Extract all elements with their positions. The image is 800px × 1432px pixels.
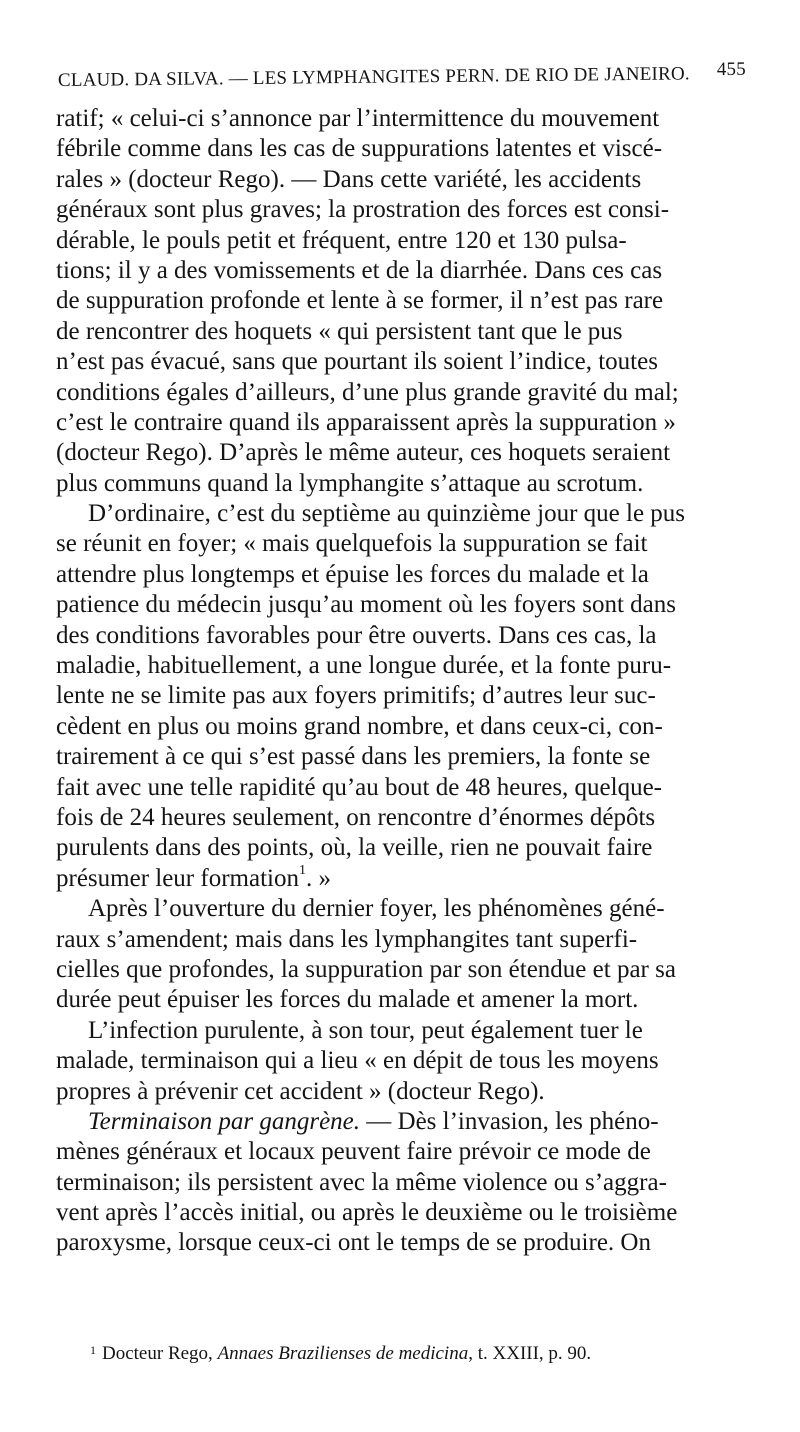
footnote-marker: 1 [90,1343,96,1357]
footnote-text: Docteur Rego, [102,1343,218,1364]
text-line: cielles que profondes, la suppuration par son étendue et par sa [56,955,676,983]
text-line: attendre plus longtemps et épuise les forces du malade et la [56,560,649,588]
running-head-title: CLAUD. DA SILVA. — LES LYMPHANGITES PERN. DE RIO DE JANEIRO. [57,63,690,91]
text-line: généraux sont plus graves; la prostration des forces est consi- [56,196,670,224]
text-line: n’est pas évacué, sans que pourtant ils soient l’indice, toutes [56,348,658,376]
text-line: rales » (docteur Rego). — Dans cette variété, les accidents [56,165,642,193]
text-line: terminaison; ils persistent avec la même violence ou s’aggra- [56,1168,667,1196]
text-line: propres à prévenir cet accident » (docteur Rego). [56,1077,545,1105]
text-line: (docteur Rego). D’après le même auteur, ces hoquets seraient [56,439,671,467]
text-line: c’est le contraire quand ils apparaissent après la suppuration » [56,408,676,436]
text-line: malade, terminaison qui a lieu « en dépit de tous les moyens [56,1047,659,1075]
text-line: raux s’amendent; mais dans les lymphangites tant superfi- [56,925,638,953]
text-line: L’infection purulente, à son tour, peut également tuer le [88,1016,643,1044]
text-line: cèdent en plus ou moins grand nombre, et dans ceux-ci, con- [56,712,663,740]
text-line: conditions égales d’ailleurs, d’une plus grande gravité du mal; [56,378,679,406]
text-line: patience du médecin jusqu’au moment où les foyers sont dans [56,591,676,619]
text-line: tions; il y a des vomissements et de la diarrhée. Dans ces cas [56,256,663,284]
page-number: 455 [716,58,746,81]
text-line: lente ne se limite pas aux foyers primitifs; d’autres leur suc- [56,682,656,710]
text-line: Après l’ouverture du dernier foyer, les phénomènes géné- [88,895,665,923]
text-line: fébrile comme dans les cas de suppurations latentes et viscé- [56,135,663,163]
footnote-reference: 1 [298,862,306,878]
footnote-journal: Annaes Brazilienses de medicina [217,1343,469,1364]
text-line: plus communs quand la lymphangite s’attaque au scrotum. [56,469,644,497]
text-line: trairement à ce qui s’est passé dans les premiers, la fonte se [56,743,651,771]
text-line: de rencontrer des hoquets « qui persistent tant que le pus [56,317,623,345]
text-line: purulents dans des points, où, la veille, rien ne pouvait faire [56,834,653,862]
text-line [56,864,766,894]
text-line: paroxysme, lorsque ceux-ci ont le temps de se produire. On [56,1229,651,1257]
text-fragment: — [360,1107,398,1135]
text-line: durée peut épuiser les forces du malade et amener la mort. [56,986,639,1014]
text-line: ratif; « celui-ci s’annonce par l’intermittence du mouvement [56,105,660,132]
text-line: maladie, habituellement, a une longue durée, et la fonte puru- [56,652,672,680]
text-line: mènes généraux et locaux peuvent faire prévoir ce mode de [56,1138,651,1166]
text-fragment: présumer leur formation [56,864,299,892]
text-line: vent après l’accès initial, ou après le deuxième ou le troisième [56,1199,678,1227]
footnote [90,1343,750,1365]
text-line: de suppuration profonde et lente à se former, il n’est pas rare [56,287,664,315]
text-line: dérable, le pouls petit et fréquent, entre 120 et 130 pulsa- [56,226,627,254]
running-head [57,58,746,100]
text-line: des conditions favorables pour être ouverts. Dans ces cas, la [56,621,657,649]
text-line: D’ordinaire, c’est du septième au quinzième jour que le pus [88,500,686,528]
text-line: fait avec une telle rapidité qu’au bout de 48 heures, quelque- [56,773,663,801]
body-text [56,104,766,1259]
section-subheading: Terminaison par gangrène. [88,1107,361,1135]
text-fragment: Dès l’invasion, les phéno- [397,1107,659,1135]
text-line [56,1107,766,1137]
text-line: fois de 24 heures seulement, on rencontre d’énormes dépôts [56,803,656,831]
footnote-reference-detail: , t. XXIII, p. 90. [468,1343,592,1364]
text-fragment: . » [305,864,331,892]
text-line: se réunit en foyer; « mais quelquefois la suppuration se fait [56,530,648,558]
